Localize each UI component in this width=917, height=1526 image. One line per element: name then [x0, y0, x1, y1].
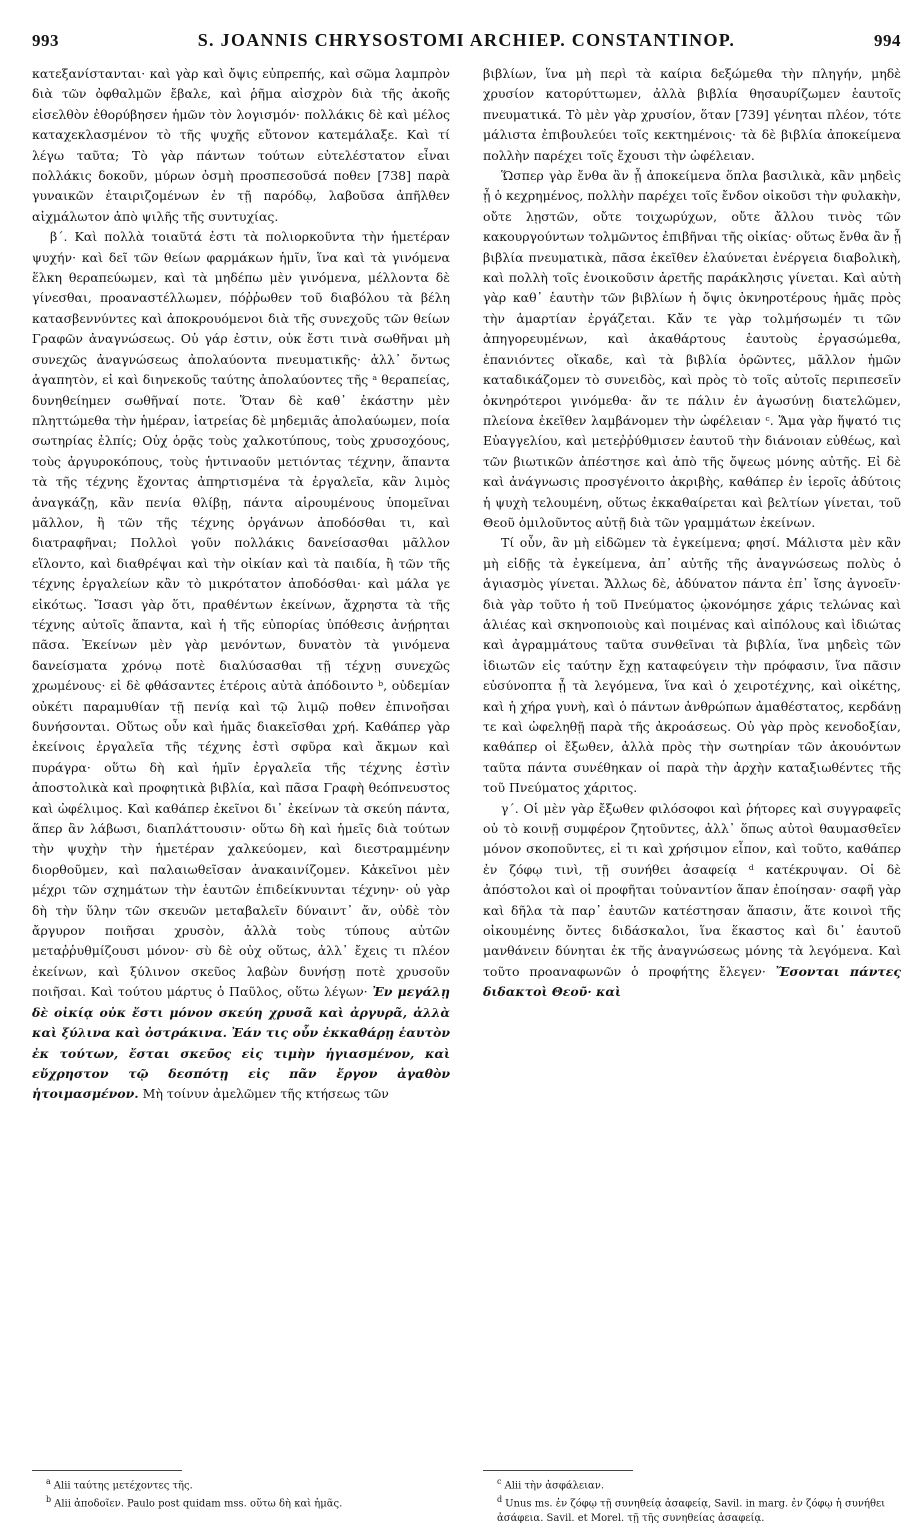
- paragraph: [32, 227, 450, 1104]
- right-column-body: [483, 64, 901, 1460]
- footnote: [483, 1493, 901, 1525]
- left-column: [32, 64, 450, 1510]
- paragraph: [483, 64, 901, 166]
- footnote-text: Unus ms. ἐν ζόφῳ τῇ συνηθείᾳ ἀσαφείᾳ, Savil. in marg. ἐν ζόφῳ ἡ συνήθει ἀσάφεια. Savil. et Morel. τῇ τῆς συνηθείας ἀσαφείᾳ.: [497, 1498, 886, 1524]
- left-footnotes: [32, 1464, 450, 1512]
- paragraph: [32, 64, 450, 227]
- footnote-mark: c: [497, 1477, 502, 1486]
- footnote-text: Alii τὴν ἀσφάλειαν.: [504, 1480, 605, 1492]
- footnote: [32, 1493, 450, 1511]
- footnote: [32, 1475, 450, 1493]
- paragraph: [483, 533, 901, 798]
- paragraph-text: κατεξανίστανται· καὶ γὰρ καὶ ὄψις εὐπρεπής, καὶ σῶμα λαμπρὸν διὰ τῶν ὀφθαλμῶν ἔβαλε, καὶ ῥῆμα αἰσχρὸν διὰ τῆς ἀκοῆς εἰσελθὸν ἐθορύβησεν ἡμῶν τὸν λογισμόν· πολλάκις δὲ καὶ μέλος καταχεκλασμένον τὸ τῆς ψυχῆς εὔτονον κατεμάλαξε. Καὶ τί λέγω ταῦτα; Τὸ γὰρ πάντων τούτων εὐτελέστατον εἶναι πολλάκις δοκοῦν, μύρων ὀσμὴ προσπεσοῦσά ποθεν [738] παρὰ γυναικῶν ἑταιριζομένων ἐν τῇ παρόδῳ, λαβοῦσα ἀπῆλθεν αἰχμάλωτον ἀπὸ ψιλῆς τῆς συντυχίας.: [32, 66, 450, 224]
- paragraph: [483, 166, 901, 533]
- paragraph-text: Τί οὖν, ἂν μὴ εἰδῶμεν τὰ ἐγκείμενα; φησί. Μάλιστα μὲν κἂν μὴ εἰδῇς τὰ ἐγκείμενα, ἀπ᾽ αὐτῆς τῆς ἀναγνώσεως πολὺς ὁ ἁγιασμὸς γίνεται. Ἄλλως δὲ, ἀδύνατον πάντα ἐπ᾽ ἴσης ἀγνοεῖν· διὰ γὰρ τοῦτο ἡ τοῦ Πνεύματος ᾠκονόμησε χάρις τελώνας καὶ ἁλιέας καὶ σκηνοποιοὺς καὶ ποιμένας καὶ αἰπόλους καὶ ἰδιώτας καὶ ἀγραμμάτους ταῦτα συνθεῖναι τὰ βιβλία, ἵνα μηδεὶς τῶν ἰδιωτῶν εἰς ταύτην ἔχῃ καταφεύγειν τὴν πρόφασιν, ἵνα πᾶσιν εὐσύνοπτα ᾖ τὰ λεγόμενα, ἵνα καὶ ὁ χειροτέχνης, καὶ οἰκέτης, καὶ ἡ χήρα γυνὴ, καὶ ὁ πάντων ἀνθρώπων ἀμαθέστατος, κερδάνῃ τε καὶ ὠφεληθῇ παρὰ τῆς ἀκροάσεως. Οὐ γὰρ πρὸς κενοδοξίαν, καθάπερ οἱ ἔξωθεν, ἀλλὰ πρὸς τὴν σωτηρίαν τῶν ἀκουόντων ταῦτα πάντα συνέθηκαν οἱ παρὰ τὴν ἀρχὴν καταξιωθέντες τῆς τοῦ Πνεύματος χάριτος.: [483, 535, 901, 796]
- paragraph-text: γ΄. Οἱ μὲν γὰρ ἔξωθεν φιλόσοφοι καὶ ῥήτορες καὶ συγγραφεῖς οὐ τὸ κοινῇ συμφέρον ζητοῦντες, ἀλλ᾽ ὅπως αὐτοὶ θαυμασθεῖεν μόνον σκοποῦντες, εἰ τι καὶ χρήσιμον εἶπον, καὶ τοῦτο, καθάπερ ἐν ζόφῳ τινὶ, τῇ συνήθει ἀσαφείᾳ ᵈ κατέκρυψαν. Οἱ δὲ ἀπόστολοι καὶ οἱ προφῆται τοὐναντίον ἅπαν ἐποίησαν· σαφῆ γὰρ καὶ δῆλα τὰ παρ᾽ ἑαυτῶν κατέστησαν ἅπασιν, ἅτε κοινοὶ τῆς οἰκουμένης ὄντες διδάσκαλοι, ἵνα ἕκαστος καὶ δι᾽ ἑαυτοῦ μανθάνειν δύνηται ἐκ τῆς ἀναγνώσεως μόνης τὰ λεγόμενα. Καὶ τοῦτο προαναφωνῶν ὁ προφήτης ἔλεγεν·: [483, 800, 901, 979]
- page-header: [32, 30, 901, 58]
- page-number-left: 993: [32, 31, 59, 50]
- paragraph-text: βιβλίων, ἵνα μὴ περὶ τὰ καίρια δεξώμεθα τὴν πληγήν, μηδὲ χρυσίον κατορύττωμεν, ἀλλὰ βιβλία θησαυρίζωμεν ἑαυτοῖς πνευματικά. Τὸ μὲν γὰρ χρυσίον, ὅταν [739] γένηται πλέον, τότε μάλιστα ἐπιβουλεύει τοῖς κεκτημένοις· τὰ δὲ βιβλία ἀποκείμενα πολλὴν παρέχει τοῖς ἔχουσι τὴν ὠφέλειαν.: [483, 66, 901, 163]
- scripture-quote: Ἔσονται πάντες διδακτοὶ Θεοῦ· καὶ: [483, 963, 901, 1000]
- footnote: [483, 1475, 901, 1493]
- columns: [32, 64, 901, 1524]
- scripture-quote: Ἐν μεγάλῃ δὲ οἰκίᾳ οὐκ ἔστι μόνον σκεύη χρυσᾶ καὶ ἀργυρᾶ, ἀλλὰ καὶ ξύλινα καὶ ὀστράκινα. Ἐάν τις οὖν ἐκκαθάρῃ ἑαυτὸν ἐκ τούτων, ἔσται σκεῦος εἰς τιμὴν ἡγιασμένον, καὶ εὔχρηστον τῷ δεσπότῃ εἰς πᾶν ἔργον ἀγαθὸν ἡτοιμασμένον.: [32, 984, 450, 1102]
- footnote-text: Alii ταύτης μετέχοντες τῆς.: [53, 1480, 193, 1492]
- page-number-right: 994: [873, 31, 901, 50]
- paragraph: [483, 799, 901, 1003]
- footnote-divider: [32, 1470, 182, 1471]
- footnote-mark: b: [46, 1495, 52, 1505]
- right-footnotes: [483, 1464, 901, 1526]
- paragraph-text: β΄. Καὶ πολλὰ τοιαῦτά ἐστι τὰ πολιορκοῦντα τὴν ἡμετέραν ψυχήν· καὶ δεῖ τῶν θείων φαρμάκων ἡμῖν, ἵνα καὶ τὰ γινόμενα ἕλκη θεραπεύωμεν, καὶ τὰ μηδέπω μὲν γινόμενα, μέλλοντα δὲ γίνεσθαι, προαναστέλλωμεν, πόῤῥωθεν τοῦ διαβόλου τὰ βέλη κατασβεννύντες καὶ ἀποκρουόμενοι διὰ τῆς συνεχοῦς τῶν θείων Γραφῶν ἀναγνώσεως. Οὐ γάρ ἐστιν, οὐκ ἔστι τινὰ σωθῆναι μὴ συνεχῶς ἀναγνώσεως ἀπολαύοντα πνευματικῆς· ἀλλ᾽ ὄντως ἀγαπητὸν, εἰ καὶ διηνεκοῦς ταύτης ἀπολαύοντες τῆς ᵃ θεραπείας, δυνηθείημεν σωθῆναί ποτε. Ὅταν δὲ καθ᾽ ἑκάστην μὲν πληττώμεθα τὴν ἡμέραν, ἰατρείας δὲ μηδεμιᾶς ἀπολαύωμεν, ποία σωτηρίας ἐλπίς; Οὐχ ὁρᾷς τοὺς χαλκοτύπους, τοὺς χρυσοχόους, τοὺς ἀργυροκόπους, τοὺς ἡντιναοῦν μετιόντας τέχνην, ἅπαντα τὰ τῆς τέχνης ἔχοντας ἀπηρτισμένα τὰ ἐργαλεῖα, κἂν λιμὸς ἀναγκάζῃ, κἂν πενία θλίβῃ, πάντα αἱρουμένους ὑπομεῖναι μᾶλλον, ἢ τῶν τῆς τέχνης ὀργάνων ἀποδόσθαι τι, καὶ διατραφῆναι; Πολλοὶ γοῦν πολλάκις δανείσασθαι μᾶλλον εἵλοντο, καὶ διαθρέψαι καὶ τὴν οἰκίαν καὶ τὰ παιδία, ἢ τῶν τῆς τέχνης ἐργαλείων κἂν τὸ μικρότατον ἀποδόσθαι· καὶ μάλα γε εἰκότως. Ἴσασι γὰρ ὅτι, πραθέντων ἐκείνων, ἄχρηστα τὰ τῆς τέχνης αὐτοῖς ἅπαντα, καὶ ἡ τῆς εὐπορίας ὑπόθεσις ἀνῄρηται πᾶσα. Ἐκείνων μὲν γὰρ μενόντων, δυνατὸν τὰ γινόμενα δανείσματα χρόνῳ ποτὲ διαλύσασθαι τῇ τέχνῃ συνεχῶς χρωμένους· εἰ δὲ φθάσαντες ἑτέροις αὐτὰ ἀπόδοιντο ᵇ, οὐδεμίαν οὐκέτι παραμυθίαν τῇ πενίᾳ καὶ τῷ λιμῷ ποθεν ἐπινοῆσαι δυνήσονται. Οὕτως οὖν καὶ ἡμᾶς διακεῖσθαι χρή. Καθάπερ γὰρ ἐκείνοις ἐργαλεῖα τῆς τέχνης ἐστὶ σφῦρα καὶ ἄκμων καὶ πυράγρα· οὕτω δὴ καὶ ἡμῖν ἐργαλεῖα τῆς τέχνης ἐστὶν ἀποστολικὰ καὶ προφητικὰ βιβλία, καὶ πᾶσα Γραφὴ θεόπνευστος καὶ ὠφέλιμος. Καὶ καθάπερ ἐκεῖνοι δι᾽ ἐκείνων τὰ σκεύη πάντα, ἅπερ ἂν λάβωσι, διαπλάττουσιν· οὕτω δὴ καὶ ἡμεῖς διὰ τούτων τὴν ψυχὴν τὴν ἡμετέραν χαλκεύομεν, καὶ διεστραμμένην διορθοῦμεν, καὶ παλαιωθεῖσαν ἀνακαινίζομεν. Κἀκεῖνοι μὲν μέχρι τῶν σχημάτων τὴν ἑαυτῶν ἐπιδείκνυνται τέχνην· οὐ γὰρ δὴ τὴν ὕλην τῶν σκευῶν μεταβαλεῖν δύναιντ᾽ ἄν, οὐδὲ τὸν ἄργυρον ποιῆσαι χρυσὸν, ἀλλὰ τοὺς τύπους αὐτῶν μεταῤῥυθμίζουσι μόνον· σὺ δὲ οὐχ οὕτως, ἀλλ᾽ ἔχεις τι πλέον ἐκείνων, καὶ ξύλινον σκεῦος λαβὼν δυνήσῃ ποτὲ χρυσοῦν ποιῆσαι. Καὶ τούτου μάρτυς ὁ Παῦλος, οὕτω λέγων·: [32, 229, 450, 1000]
- running-title: S. JOANNIS CHRYSOSTOMI ARCHIEP. CONSTANTINOP.: [197, 30, 736, 50]
- right-column: [483, 64, 901, 1524]
- footnote-mark: d: [497, 1495, 503, 1505]
- footnote-divider: [483, 1470, 633, 1471]
- paragraph-text: Μὴ τοίνυν ἀμελῶμεν τῆς κτήσεως τῶν: [142, 1086, 389, 1102]
- left-column-body: [32, 64, 450, 1460]
- footnote-mark: a: [46, 1477, 51, 1486]
- paragraph-text: Ὥσπερ γὰρ ἔνθα ἂν ᾖ ἀποκείμενα ὅπλα βασιλικὰ, κἂν μηδεὶς ᾖ ὁ κεχρημένος, πολλὴν παρέχει τοῖς ἔνδον οἰκοῦσι τὴν φυλακὴν, οὔτε λῃστῶν, οὔτε τοιχωρύχων, οὔτε ἄλλου τινὸς τῶν κακουργούντων τολμῶντος ἐπιβῆναι τῆς οἰκίας· οὕτως ἔνθα ἂν ᾖ βιβλία πνευματικὰ, πᾶσα ἐκεῖθεν ἐλαύνεται ἐνέργεια διαβολικὴ, καὶ πολλὴ τοῖς ἐνοικοῦσιν ἀρετῆς παράκλησις γίνεται. Καὶ αὐτὴ γὰρ καθ᾽ ἑαυτὴν τῶν βιβλίων ἡ ὄψις ὀκνηροτέρους ἡμᾶς πρὸς τὴν ἁμαρτίαν ἐργάζεται. Κἄν τε γὰρ τολμήσωμέν τι τῶν ἀπηγορευμένων, καὶ ἀκαθάρτους ἑαυτοὺς ἐργασώμεθα, ἐπανιόντες οἴκαδε, καὶ τὰ βιβλία ὁρῶντες, μᾶλλον ἡμῶν καταδικάζομεν τὸ συνειδὸς, καὶ πρὸς τὸ τοῖς αὐτοῖς περιπεσεῖν ὀκνηρότεροι γινόμεθα· ἄν τε πάλιν ἐν ἀγωσύνῃ διατελῶμεν, πλείονα ἐκεῖθεν λαμβάνομεν τὴν ὠφέλειαν ᶜ. Ἅμα γὰρ ἥψατό τις Εὐαγγελίου, καὶ μετεῤῥύθμισεν ἑαυτοῦ τὴν διάνοιαν εὐθέως, καὶ τῶν βιωτικῶν ἀπέστησε καὶ ἀπὸ τῆς ὄψεως μόνης αὐτῆς. Εἰ δὲ καὶ ἀνάγνωσις προσγένοιτο ἀκριβὴς, καθάπερ ἐν ἱεροῖς ἀδύτοις ἡ ψυχὴ τελουμένη, οὕτως ἐκκαθαίρεται καὶ βελτίων γίνεται, τοῦ Θεοῦ ὁμιλοῦντος αὐτῇ διὰ τῶν γραμμάτων ἐκείνων.: [483, 168, 901, 530]
- footnote-text: Alii ἀποδοῖεν. Paulo post quidam mss. οὕτω δὴ καὶ ἡμᾶς.: [54, 1498, 343, 1510]
